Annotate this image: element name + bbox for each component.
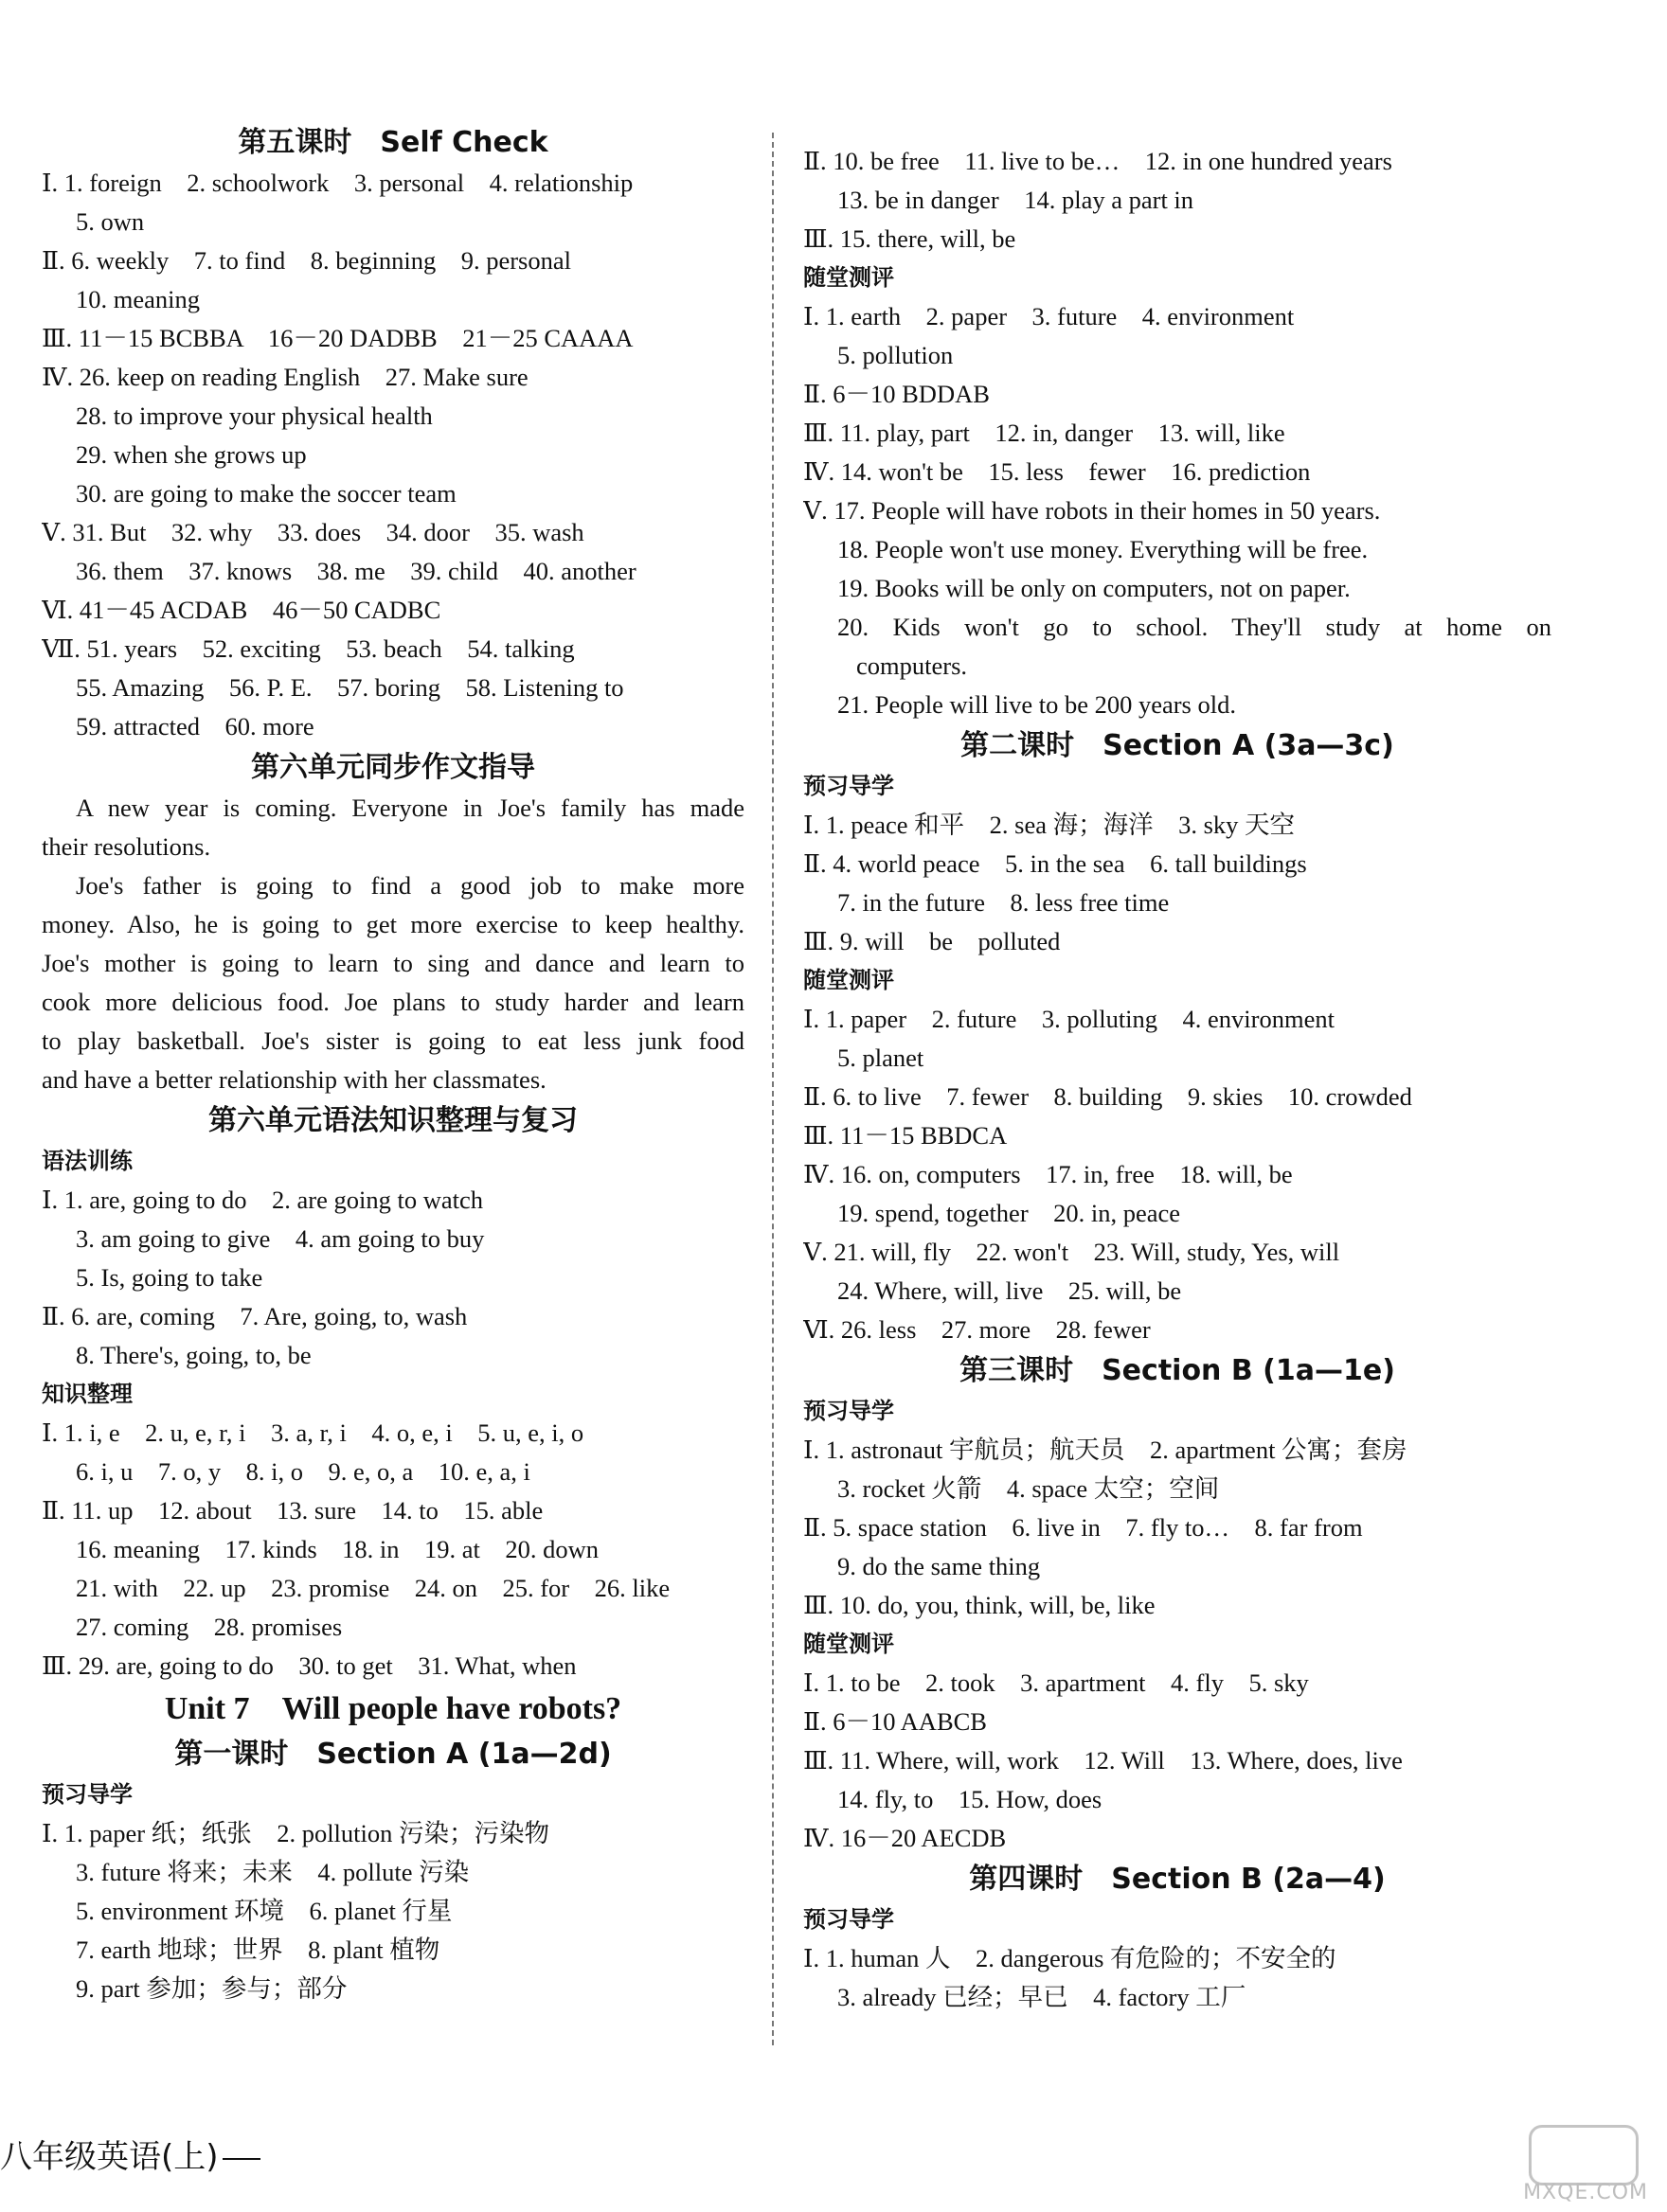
answer-line: Ⅲ. 9. will be polluted: [803, 927, 1061, 955]
subsection-label: 随堂测评: [803, 1631, 894, 1657]
answer-line: Ⅱ. 6－10 AABCB: [803, 1707, 987, 1736]
essay-line: and have a better relationship with her classmates.: [42, 1065, 547, 1094]
answer-line: Ⅰ. 1. earth 2. paper 3. future 4. environment: [803, 302, 1295, 330]
subsection-label: 预习导学: [803, 773, 894, 799]
essay-line: Joe's mother is going to learn to sing and dance and learn to: [42, 949, 744, 977]
answer-line: Ⅰ. 1. i, e 2. u, e, r, i 3. a, r, i 4. o, e, i 5. u, e, i, o: [42, 1418, 584, 1447]
page-footer: [0, 2131, 260, 2177]
essay-line: to play basketball. Joe's sister is going to eat less junk food: [42, 1026, 744, 1055]
answer-line: Ⅳ. 26. keep on reading English 27. Make sure: [42, 363, 529, 391]
answer-line: Ⅲ. 15. there, will, be: [803, 224, 1016, 253]
answer-line: 7. earth 地球；世界 8. plant 植物: [76, 1936, 440, 1964]
answer-line: Ⅲ. 10. do, you, think, will, be, like: [803, 1591, 1156, 1619]
answer-line: Ⅱ. 4. world peace 5. in the sea 6. tall buildings: [803, 849, 1307, 878]
essay-line: money. Also, he is going to get more exercise to keep healthy.: [42, 910, 744, 938]
answer-line: Ⅳ. 16. on, computers 17. in, free 18. will, be: [803, 1160, 1293, 1188]
answer-line: Ⅰ. 1. are, going to do 2. are going to watch: [42, 1186, 484, 1214]
answer-line: 3. future 将来；未来 4. pollute 污染: [76, 1858, 470, 1886]
answer-line: 3. am going to give 4. am going to buy: [76, 1224, 485, 1253]
right-column: [803, 142, 1551, 2017]
section-heading: 第四课时 Section B (2a—4): [969, 1863, 1386, 1896]
answer-line: Ⅲ. 11. Where, will, work 12. Will 13. Where, does, live: [803, 1746, 1403, 1775]
answer-line: 8. There's, going, to, be: [76, 1341, 312, 1369]
essay-line: A new year is coming. Everyone in Joe's family has made: [76, 794, 744, 822]
section-heading: 第六单元语法知识整理与复习: [208, 1104, 578, 1137]
subsection-label: 知识整理: [42, 1381, 133, 1407]
answer-line: Ⅴ. 21. will, fly 22. won't 23. Will, study, Yes, will: [803, 1238, 1340, 1266]
answer-line: 24. Where, will, live 25. will, be: [837, 1276, 1182, 1305]
answer-line: 59. attracted 60. more: [76, 712, 314, 740]
column-divider: [772, 133, 774, 2045]
answer-line: 6. i, u 7. o, y 8. i, o 9. e, o, a 10. e, a, i: [76, 1457, 530, 1486]
answer-line: 19. spend, together 20. in, peace: [837, 1199, 1181, 1227]
answer-line: Ⅲ. 11. play, part 12. in, danger 13. will, like: [803, 419, 1285, 447]
section-heading: 第六单元同步作文指导: [251, 751, 535, 784]
subsection-label: 预习导学: [803, 1398, 894, 1424]
answer-line: Ⅳ. 16－20 AECDB: [803, 1824, 1007, 1852]
answer-line: Ⅲ. 29. are, going to do 30. to get 31. What, when: [42, 1651, 577, 1680]
subsection-label: 随堂测评: [803, 264, 894, 291]
answer-line: Ⅲ. 11－15 BCBBA 16－20 DADBB 21－25 CAAAA: [42, 324, 634, 352]
footer-label: 八年级英语(上): [0, 2138, 219, 2176]
section-heading: 第五课时 Self Check: [238, 126, 548, 159]
answer-line: Ⅱ. 11. up 12. about 13. sure 14. to 15. able: [42, 1496, 544, 1525]
answer-line: Ⅰ. 1. peace 和平 2. sea 海；海洋 3. sky 天空: [803, 811, 1296, 839]
answer-line: 21. People will live to be 200 years old.: [837, 690, 1236, 719]
answer-line: 10. meaning: [76, 285, 200, 313]
answer-line: Ⅰ. 1. foreign 2. schoolwork 3. personal 4. relationship: [42, 169, 634, 197]
watermark-badge-icon: [1529, 2125, 1639, 2185]
answer-line: 16. meaning 17. kinds 18. in 19. at 20. down: [76, 1535, 600, 1563]
watermark-url: MXQE.COM: [1523, 2181, 1648, 2204]
answer-line: 7. in the future 8. less free time: [837, 888, 1170, 917]
answer-line: 20. Kids won't go to school. They'll study at home on: [837, 613, 1551, 641]
watermark-logo: [1421, 2125, 1648, 2204]
answer-line: 5. own: [76, 207, 145, 236]
answer-line: 5. planet: [837, 1044, 924, 1072]
answer-line: 5. environment 环境 6. planet 行星: [76, 1897, 453, 1925]
answer-line: 14. fly, to 15. How, does: [837, 1785, 1102, 1813]
answer-line: Ⅱ. 10. be free 11. live to be… 12. in one hundred years: [803, 147, 1392, 175]
answer-line: 5. pollution: [837, 341, 954, 369]
answer-line: 19. Books will be only on computers, not on paper.: [837, 574, 1351, 602]
answer-line: 29. when she grows up: [76, 440, 307, 469]
answer-line: Ⅶ. 51. years 52. exciting 53. beach 54. talking: [42, 634, 575, 663]
answer-line: Ⅳ. 14. won't be 15. less fewer 16. prediction: [803, 457, 1311, 486]
answer-line: Ⅰ. 1. astronaut 宇航员；航天员 2. apartment 公寓；套房: [803, 1436, 1407, 1464]
section-heading: 第三课时 Section B (1a—1e): [959, 1354, 1395, 1387]
answer-line: computers.: [856, 651, 968, 680]
subsection-label: 预习导学: [42, 1781, 133, 1808]
answer-line: Ⅰ. 1. paper 2. future 3. polluting 4. environment: [803, 1005, 1335, 1033]
unit-title: Unit 7 Will people have robots?: [164, 1691, 622, 1726]
subsection-label: 语法训练: [42, 1148, 133, 1174]
answer-line: Ⅴ. 31. But 32. why 33. does 34. door 35. wash: [42, 518, 584, 546]
answer-line: Ⅱ. 6. are, coming 7. Are, going, to, wash: [42, 1302, 468, 1330]
answer-line: Ⅱ. 5. space station 6. live in 7. fly to… 8. far from: [803, 1513, 1363, 1542]
answer-line: 3. rocket 火箭 4. space 太空；空间: [837, 1474, 1220, 1503]
answer-line: Ⅱ. 6. weekly 7. to find 8. beginning 9. personal: [42, 246, 571, 275]
answer-line: 30. are going to make the soccer team: [76, 479, 457, 508]
subsection-label: 预习导学: [803, 1906, 894, 1933]
answer-line: 9. do the same thing: [837, 1552, 1041, 1580]
answer-line: 27. coming 28. promises: [76, 1613, 343, 1641]
essay-line: cook more delicious food. Joe plans to study harder and learn: [42, 988, 744, 1016]
answer-line: Ⅱ. 6. to live 7. fewer 8. building 9. skies 10. crowded: [803, 1082, 1412, 1111]
answer-line: Ⅰ. 1. to be 2. took 3. apartment 4. fly 5. sky: [803, 1668, 1309, 1697]
essay-line: their resolutions.: [42, 832, 211, 861]
footer-dash: [223, 2158, 260, 2160]
answer-line: 55. Amazing 56. P. E. 57. boring 58. Listening to: [76, 673, 624, 702]
answer-line: Ⅴ. 17. People will have robots in their homes in 50 years.: [803, 496, 1381, 525]
answer-line: 9. part 参加；参与；部分: [76, 1974, 348, 2003]
answer-line: 5. Is, going to take: [76, 1263, 263, 1292]
answer-line: 13. be in danger 14. play a part in: [837, 186, 1194, 214]
answer-line: 18. People won't use money. Everything will be free.: [837, 535, 1369, 563]
answer-line: Ⅲ. 11－15 BBDCA: [803, 1121, 1008, 1150]
answer-line: Ⅰ. 1. human 人 2. dangerous 有危险的；不安全的: [803, 1944, 1336, 1972]
answer-line: 28. to improve your physical health: [76, 401, 433, 430]
section-heading: 第一课时 Section A (1a—2d): [174, 1738, 612, 1771]
answer-line: Ⅰ. 1. paper 纸；纸张 2. pollution 污染；污染物: [42, 1819, 550, 1847]
answer-line: Ⅵ. 41－45 ACDAB 46－50 CADBC: [42, 596, 441, 624]
subsection-label: 随堂测评: [803, 967, 894, 993]
section-heading: 第二课时 Section A (3a—3c): [960, 729, 1394, 762]
answer-line: Ⅵ. 26. less 27. more 28. fewer: [803, 1315, 1151, 1344]
answer-line: 36. them 37. knows 38. me 39. child 40. another: [76, 557, 636, 585]
answer-line: Ⅱ. 6－10 BDDAB: [803, 380, 990, 408]
answer-line: 21. with 22. up 23. promise 24. on 25. for 26. like: [76, 1574, 671, 1602]
answer-line: 3. already 已经；早已 4. factory 工厂: [837, 1983, 1246, 2011]
left-column: [42, 121, 744, 2008]
essay-line: Joe's father is going to find a good job to make more: [76, 871, 744, 900]
